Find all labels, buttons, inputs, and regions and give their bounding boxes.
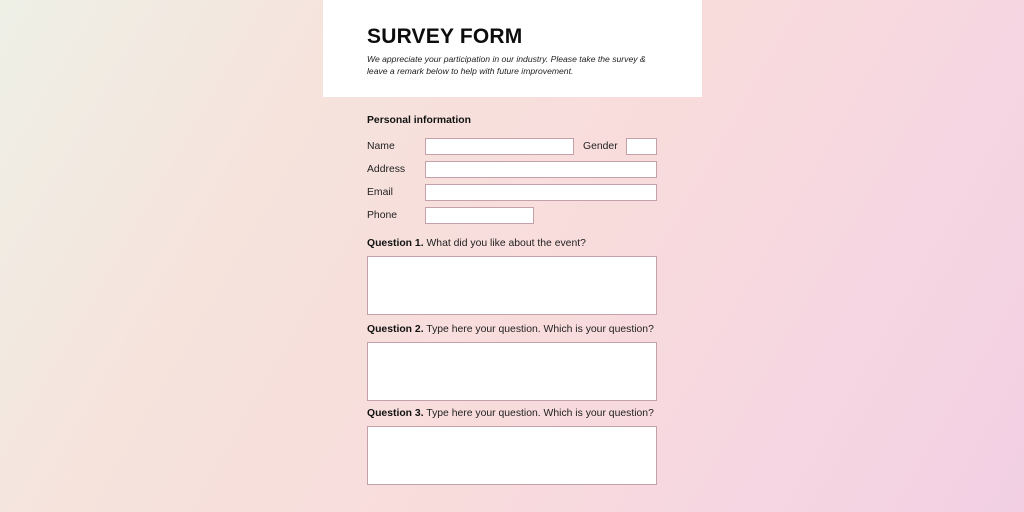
- phone-label: Phone: [367, 210, 398, 221]
- question-3-answer-box: [367, 426, 657, 485]
- question-1-text: [367, 238, 586, 249]
- gender-field[interactable]: [627, 142, 656, 157]
- question-2-text: [367, 324, 654, 335]
- email-label: Email: [367, 187, 393, 198]
- email-field-box: [425, 184, 657, 201]
- question-1-answer[interactable]: [368, 257, 656, 314]
- name-field[interactable]: [426, 142, 573, 157]
- question-2-answer[interactable]: [368, 343, 656, 400]
- phone-field-box: [425, 207, 534, 224]
- question-3-number: Question 3.: [367, 408, 424, 419]
- question-2-prompt: Type here your question. Which is your question?: [423, 324, 654, 335]
- address-label: Address: [367, 164, 406, 175]
- header-card: [323, 0, 702, 97]
- gender-label: Gender: [583, 141, 618, 152]
- address-field[interactable]: [426, 165, 656, 180]
- address-field-box: [425, 161, 657, 178]
- question-3-prompt: Type here your question. Which is your question?: [423, 408, 654, 419]
- question-2-answer-box: [367, 342, 657, 401]
- name-label: Name: [367, 141, 395, 152]
- question-3-answer[interactable]: [368, 427, 656, 484]
- form-title: SURVEY FORM: [367, 25, 523, 48]
- question-3-text: [367, 408, 654, 419]
- name-field-box: [425, 138, 574, 155]
- phone-field[interactable]: [426, 211, 533, 226]
- gender-field-box: [626, 138, 657, 155]
- personal-info-heading: Personal information: [367, 115, 471, 126]
- question-1-answer-box: [367, 256, 657, 315]
- email-field[interactable]: [426, 188, 656, 203]
- question-1-number: Question 1.: [367, 238, 424, 249]
- question-1-prompt: What did you like about the event?: [423, 238, 586, 249]
- form-subtitle: We appreciate your participation in our industry. Please take the survey & leave a remark below to help with future improvement.: [367, 54, 646, 76]
- question-2-number: Question 2.: [367, 324, 424, 335]
